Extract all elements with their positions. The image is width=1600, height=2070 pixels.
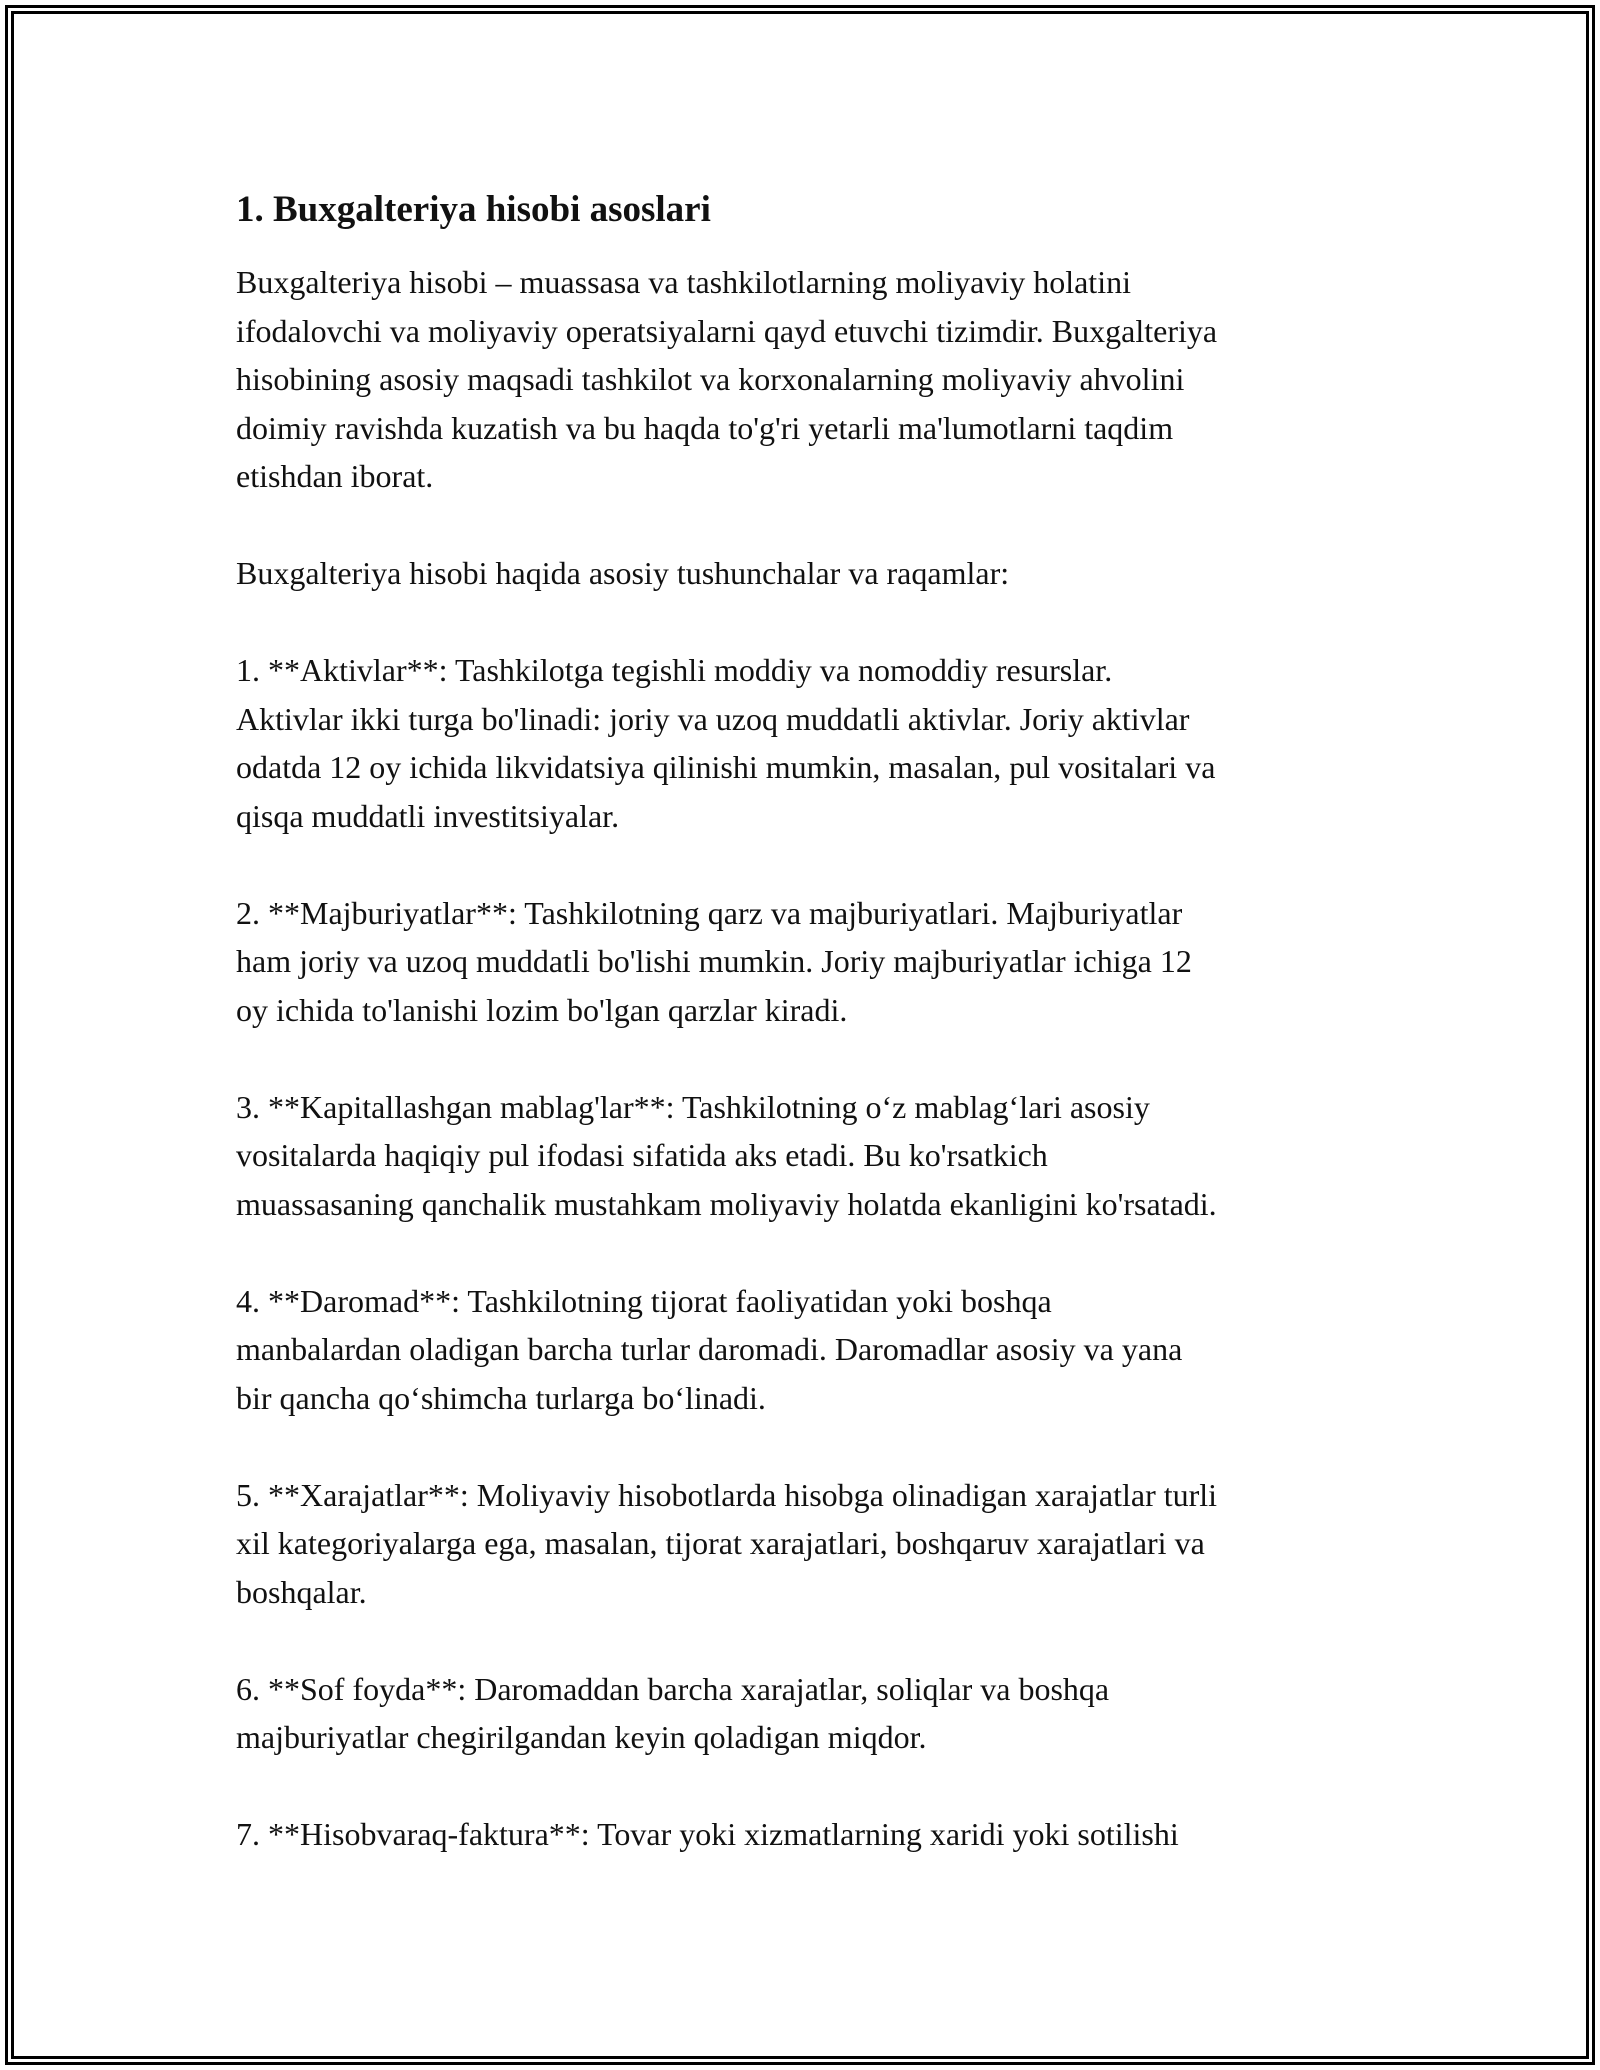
- list-item-sof-foyda: [236, 1665, 1386, 1762]
- list-item-majburiyatlar: [236, 889, 1386, 1035]
- text-line: qisqa muddatli investitsiyalar.: [236, 797, 620, 834]
- text-line: Buxgalteriya hisobi haqida asosiy tushunchalar va raqamlar:: [236, 555, 1010, 591]
- list-item-hisobvaraq-faktura: [236, 1810, 1386, 1859]
- text-line: manbalardan oladigan barcha turlar daromadi. Daromadlar asosiy va yana: [236, 1331, 1183, 1367]
- text-line: oy ichida to'lanishi lozim bo'lgan qarzlar kiradi.: [236, 991, 848, 1028]
- paragraph-list-intro: [236, 549, 1386, 598]
- list-item-xarajatlar: [236, 1471, 1386, 1617]
- text-line: majburiyatlar chegirilgandan keyin qoladigan miqdor.: [236, 1719, 927, 1755]
- text-line: 4. **Daromad**: Tashkilotning tijorat faoliyatidan yoki boshqa: [236, 1282, 1052, 1319]
- paragraph-intro: [236, 258, 1386, 501]
- text-line: 7. **Hisobvaraq-faktura**: Tovar yoki xizmatlarning xaridi yoki sotilishi: [236, 1816, 1179, 1852]
- text-line: 2. **Majburiyatlar**: Tashkilotning qarz va majburiyatlari. Majburiyatlar: [236, 894, 1183, 931]
- section-heading: 1. Buxgalteriya hisobi asoslari: [236, 189, 711, 230]
- text-line: 5. **Xarajatlar**: Moliyaviy hisobotlarda hisobga olinadigan xarajatlar turli: [236, 1476, 1218, 1513]
- text-line: hisobining asosiy maqsadi tashkilot va korxonalarning moliyaviy ahvolini: [236, 361, 1185, 397]
- list-item-aktivlar: [236, 646, 1386, 840]
- text-line: doimiy ravishda kuzatish va bu haqda to'g'ri yetarli ma'lumotlarni taqdim: [236, 409, 1174, 446]
- text-line: 1. **Aktivlar**: Tashkilotga tegishli moddiy va nomoddiy resurslar.: [236, 652, 1113, 688]
- list-item-kapitallashgan-mablaglar: [236, 1083, 1386, 1229]
- document-body: [236, 186, 1386, 1907]
- text-line: ifodalovchi va moliyaviy operatsiyalarni qayd etuvchi tizimdir. Buxgalteriya: [236, 312, 1218, 349]
- text-line: bir qancha qo‘shimcha turlarga bo‘linadi.: [236, 1379, 766, 1416]
- text-line: boshqalar.: [236, 1573, 367, 1610]
- text-line: muassasaning qanchalik mustahkam moliyaviy holatda ekanligini ko'rsatadi.: [236, 1185, 1217, 1222]
- text-line: 6. **Sof foyda**: Daromaddan barcha xarajatlar, soliqlar va boshqa: [236, 1670, 1110, 1707]
- text-line: Buxgalteriya hisobi – muassasa va tashkilotlarning moliyaviy holatini: [236, 264, 1131, 300]
- text-line: Aktivlar ikki turga bo'linadi: joriy va uzoq muddatli aktivlar. Joriy aktivlar: [236, 700, 1190, 737]
- text-line: etishdan iborat.: [236, 458, 434, 494]
- text-line: ham joriy va uzoq muddatli bo'lishi mumkin. Joriy majburiyatlar ichiga 12: [236, 943, 1192, 979]
- text-line: 3. **Kapitallashgan mablag'lar**: Tashkilotning o‘z mablag‘lari asosiy: [236, 1088, 1150, 1125]
- text-line: xil kategoriyalarga ega, masalan, tijorat xarajatlari, boshqaruv xarajatlari va: [236, 1525, 1205, 1561]
- text-line: odatda 12 oy ichida likvidatsiya qilinishi mumkin, masalan, pul vositalari va: [236, 749, 1216, 785]
- text-line: vositalarda haqiqiy pul ifodasi sifatida aks etadi. Bu ko'rsatkich: [236, 1137, 1048, 1173]
- list-item-daromad: [236, 1277, 1386, 1423]
